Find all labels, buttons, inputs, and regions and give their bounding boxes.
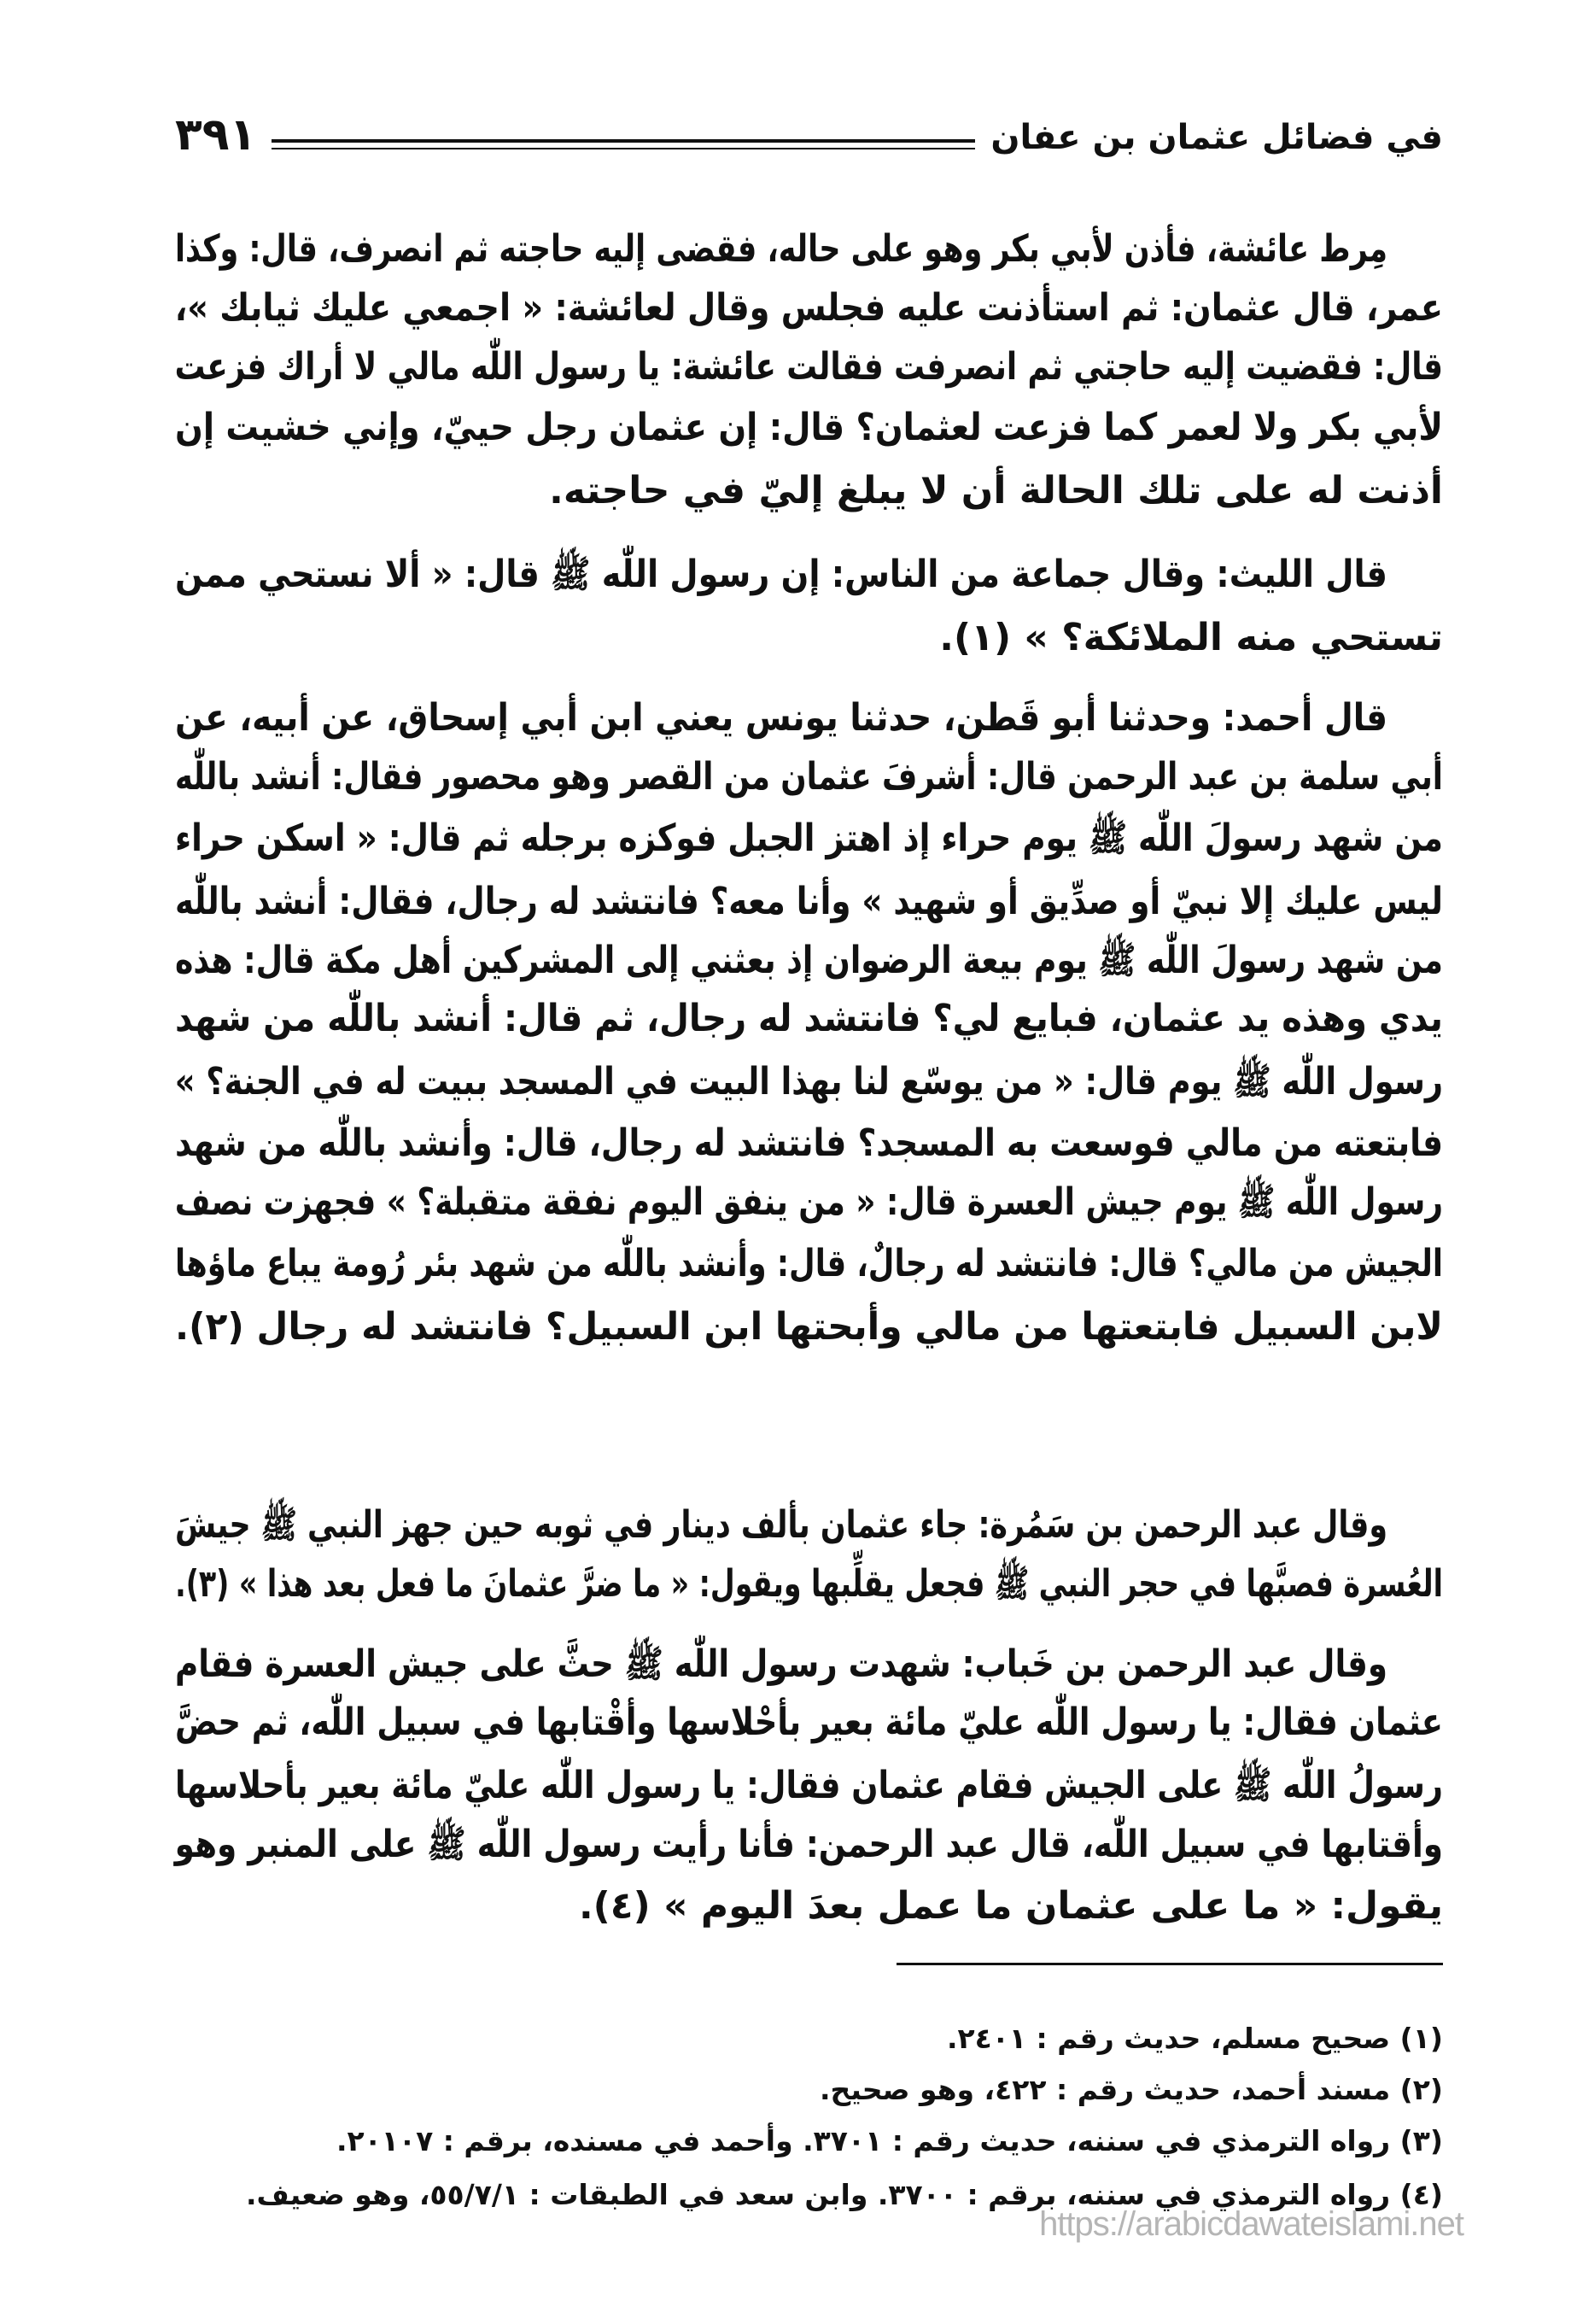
text-line: رسول اللّٰه ﷺ يوم جيش العسرة قال: « من ينفق اليوم نفقة متقبلة؟ » فجهزت نصف xyxy=(174,1180,1443,1224)
text-line: فابتعته من مالي فوسعت به المسجد؟ فانتشد له رجال، قال: وأنشد باللّٰه من شهد xyxy=(175,1121,1443,1165)
header-double-rule xyxy=(272,139,975,149)
text-line: لابن السبيل فابتعتها من مالي وأبحتها ابن السبيل؟ فانتشد له رجال (٢). xyxy=(174,1305,1443,1349)
page-number: ٣٩١ xyxy=(175,109,257,161)
text-line: لأبي بكر ولا لعمر كما فزعت لعثمان؟ قال: إن عثمان رجل حييّ، وإني خشيت إن xyxy=(175,406,1443,449)
text-line: الجيش من مالي؟ قال: فانتشد له رجالٌ، قال: وأنشد باللّٰه من شهد بئر رُومة يباع ماؤها xyxy=(175,1242,1443,1285)
text-line: وقال عبد الرحمن بن سَمُرة: جاء عثمان بألف دينار في ثوبه حين جهز النبي ﷺ جيشَ xyxy=(175,1503,1387,1547)
watermark: https://arabicdawateislami.net xyxy=(1039,2205,1463,2243)
text-line: يقول: « ما على عثمان ما عمل بعدَ اليوم » (٤). xyxy=(578,1884,1443,1928)
text-line: قال: فقضيت إليه حاجتي ثم انصرفت فقالت عائشة: يا رسول اللّٰه مالي لا أراك فزعت xyxy=(174,345,1443,389)
text-line: وأقتابها في سبيل اللّٰه، قال عبد الرحمن: فأنا رأيت رسول اللّٰه ﷺ على المنبر وهو xyxy=(174,1823,1443,1866)
text-line: من شهد رسولَ اللّٰه ﷺ يوم حراء إذ اهتز الجبل فوكزه برجله ثم قال: « اسكن حراء xyxy=(175,817,1443,860)
footnote: (٣) رواه الترمذي في سننه، حديث رقم : ٣٧٠١. وأحمد في مسنده، برقم : ٢٠١٠٧. xyxy=(336,2124,1443,2157)
text-line: قال الليث: وقال جماعة من الناس: إن رسول اللّٰه ﷺ قال: « ألا نستحي ممن xyxy=(175,553,1387,596)
footnote: (٤) رواه الترمذي في سننه، برقم : ٣٧٠٠. وابن سعد في الطبقات : ٥٥/٧/١، وهو ضعيف. xyxy=(245,2178,1443,2211)
header-title: في فضائل عثمان بن عفان xyxy=(990,118,1443,157)
text-line: رسولُ اللّٰه ﷺ على الجيش فقام عثمان فقال: يا رسول اللّٰه عليّ مائة بعير بأحلاسها xyxy=(175,1764,1443,1807)
text-line: رسول اللّٰه ﷺ يوم قال: « من يوسّع لنا بهذا البيت في المسجد ببيت له في الجنة؟ » xyxy=(174,1060,1443,1103)
text-line: أذنت له على تلك الحالة أن لا يبلغ إليّ في حاجته. xyxy=(549,469,1443,512)
footnote: (٢) مسند أحمد، حديث رقم : ٤٢٢، وهو صحيح. xyxy=(820,2073,1443,2106)
footnote: (١) صحيح مسلم، حديث رقم : ٢٤٠١. xyxy=(946,2022,1443,2055)
text-line: من شهد رسولَ اللّٰه ﷺ يوم بيعة الرضوان إذ بعثني إلى المشركين أهل مكة قال: هذه xyxy=(175,939,1443,982)
text-line: يدي وهذه يد عثمان، فبايع لي؟ فانتشد له رجال، ثم قال: أنشد باللّٰه من شهد xyxy=(174,997,1444,1040)
text-line: وقال عبد الرحمن بن خَباب: شهدت رسول اللّٰه ﷺ حثَّ على جيش العسرة فقام xyxy=(175,1642,1387,1686)
text-line: عثمان فقال: يا رسول اللّٰه عليّ مائة بعير بأحْلاسها وأقْتابها في سبيل اللّٰه، ثم حضَّ xyxy=(175,1701,1443,1744)
text-line: قال أحمد: وحدثنا أبو قَطن، حدثنا يونس يعني ابن أبي إسحاق، عن أبيه، عن xyxy=(175,696,1387,740)
text-line: العُسرة فصبَّها في حجر النبي ﷺ فجعل يقلِّبها ويقول: « ما ضرَّ عثمانَ ما فعل بعد هذا » (٣). xyxy=(175,1562,1443,1606)
text-line: ليس عليك إلا نبيّ أو صدِّيق أو شهيد » وأنا معه؟ فانتشد له رجال، فقال: أنشد باللّٰه xyxy=(175,880,1443,923)
footnote-divider xyxy=(897,1963,1443,1965)
text-line: مِرط عائشة، فأذن لأبي بكر وهو على حاله، فقضى إليه حاجته ثم انصرف، قال: وكذا xyxy=(175,227,1387,271)
text-line: أبي سلمة بن عبد الرحمن قال: أشرفَ عثمان من القصر وهو محصور فقال: أنشد باللّٰه xyxy=(174,755,1443,799)
text-line: عمر، قال عثمان: ثم استأذنت عليه فجلس وقال لعائشة: « اجمعي عليك ثيابك »، xyxy=(174,286,1443,330)
text-line: تستحي منه الملائكة؟ » (١). xyxy=(939,616,1443,659)
